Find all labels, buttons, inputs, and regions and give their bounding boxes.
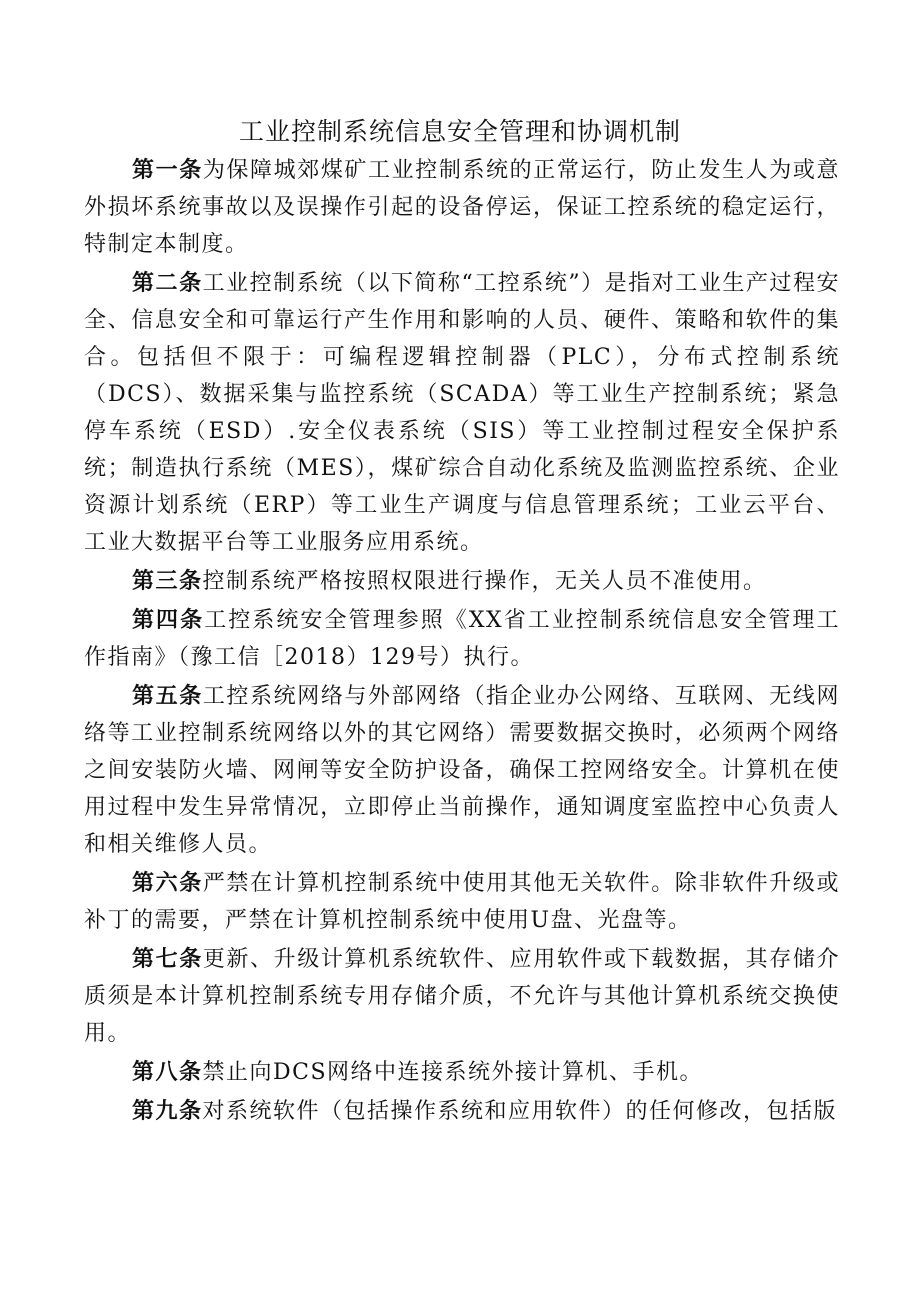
article-number: 第九条 bbox=[132, 1099, 203, 1124]
article-text: 更新、升级计算机系统软件、应用软件或下载数据，其存储介质须是本计算机控制系统专用存储介质，不允许与其他计算机系统交换使用。 bbox=[84, 947, 840, 1046]
article-4 bbox=[84, 602, 840, 678]
article-6 bbox=[84, 865, 840, 941]
article-number: 第一条 bbox=[132, 158, 203, 183]
article-text: 禁止向DCS网络中连接系统外接计算机、手机。 bbox=[202, 1060, 704, 1085]
article-text: 工业控制系统（以下简称“工控系统”）是指对工业生产过程安全、信息安全和可靠运行产生作用和影响的人员、硬件、策略和软件的集合。包括但不限于：可编程逻辑控制器（PLC），分布式控制系统（DCS）、数据采集与监控系统（SCADA）等工业生产控制系统；紧急停车系统（ESD）.安全仪表系统（SIS）等工业控制过程安全保护系统；制造执行系统（MES），煤矿综合自动化系统及监测监控系统、企业资源计划系统（ERP）等工业生产调度与信息管理系统；工业云平台、工业大数据平台等工业服务应用系统。 bbox=[84, 271, 840, 555]
document-title: 工业控制系统信息安全管理和协调机制 bbox=[238, 117, 681, 146]
article-7 bbox=[84, 941, 840, 1054]
article-text: 对系统软件（包括操作系统和应用软件）的任何修改，包括版 bbox=[202, 1099, 838, 1124]
article-number: 第四条 bbox=[132, 608, 205, 633]
article-3 bbox=[84, 563, 840, 602]
article-number: 第二条 bbox=[132, 271, 203, 296]
article-text: 工控系统安全管理参照《XX省工业控制系统信息安全管理工作指南》（豫工信［2018）129号）执行。 bbox=[84, 608, 840, 670]
article-8 bbox=[84, 1054, 840, 1093]
article-number: 第七条 bbox=[132, 947, 203, 972]
article-9 bbox=[84, 1093, 840, 1132]
article-number: 第八条 bbox=[132, 1060, 203, 1085]
article-text: 为保障城郊煤矿工业控制系统的正常运行，防止发生人为或意外损坏系统事故以及误操作引起的设备停运，保证工控系统的稳定运行，特制定本制度。 bbox=[84, 158, 840, 257]
article-1 bbox=[84, 152, 840, 265]
document-body bbox=[84, 152, 840, 1132]
article-number: 第五条 bbox=[132, 684, 203, 709]
article-number: 第六条 bbox=[132, 871, 203, 896]
article-text: 工控系统网络与外部网络（指企业办公网络、互联网、无线网络等工业控制系统网络以外的其它网络）需要数据交换时，必须两个网络之间安装防火墙、网闸等安全防护设备，确保工控网络安全。计算机在使用过程中发生异常情况，立即停止当前操作，通知调度室监控中心负责人和相关维修人员。 bbox=[84, 684, 840, 857]
article-2 bbox=[84, 265, 840, 563]
article-number: 第三条 bbox=[132, 569, 203, 594]
article-text: 控制系统严格按照权限进行操作，无关人员不准使用。 bbox=[202, 569, 767, 594]
article-5 bbox=[84, 678, 840, 865]
article-text: 严禁在计算机控制系统中使用其他无关软件。除非软件升级或补丁的需要，严禁在计算机控制系统中使用U盘、光盘等。 bbox=[84, 871, 840, 933]
